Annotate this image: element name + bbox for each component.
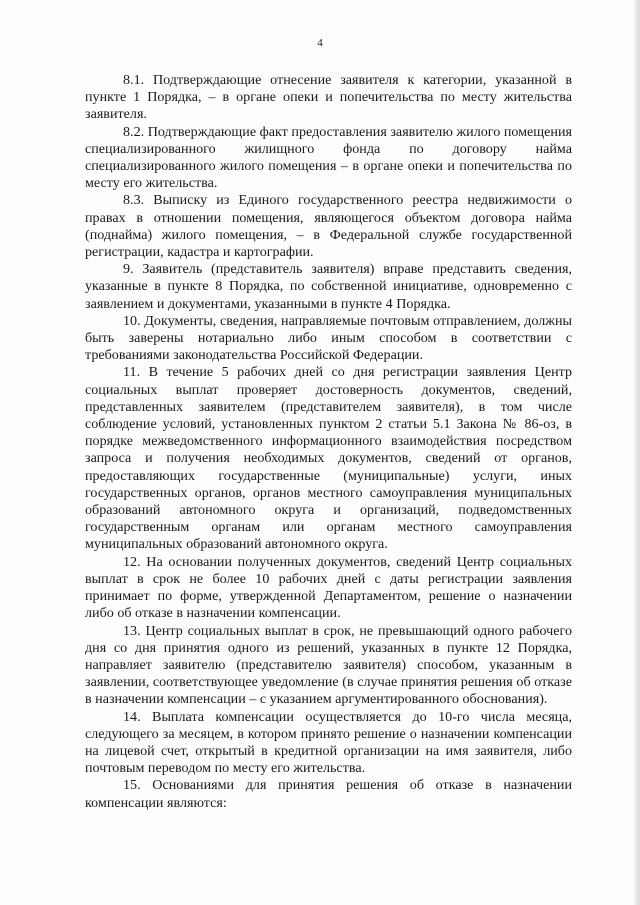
document-body — [85, 72, 572, 812]
paragraph-8-2: 8.2. Подтверждающие факт предоставления заявителю жилого помещения специализированного жилищного фонда по договору найма специализированного жилого помещения – в органе опеки и попечительства по месту его жительства. — [85, 123, 572, 192]
page-edge-shadow — [634, 0, 640, 905]
paragraph-11: 11. В течение 5 рабочих дней со дня регистрации заявления Центр социальных выплат проверяет достоверность документов, сведений, представленных заявителем (представителем заявителя), в том числе соблюдение условий, установленных пунктом 2 статьи 5.1 Закона № 86-оз, в порядке межведомственного информационного взаимодействия посредством запроса и получения необходимых документов, сведений от органов, предоставляющих государственные (муниципальные) услуги, иных государственных органов, органов местного самоуправления муниципальных образований автономного округа и организаций, подведомственных государственным органам или органам местного самоуправления муниципальных образований автономного округа. — [85, 364, 572, 553]
paragraph-10: 10. Документы, сведения, направляемые почтовым отправлением, должны быть заверены нотариально либо иным способом в соответствии с требованиями законодательства Российской Федерации. — [85, 312, 572, 364]
paragraph-15: 15. Основаниями для принятия решения об отказе в назначении компенсации являются: — [85, 777, 572, 811]
paragraph-13: 13. Центр социальных выплат в срок, не превышающий одного рабочего дня со дня принятия одного из решений, указанных в пункте 12 Порядка, направляет заявителю (представителю заявителя) способом, указанным в заявлении, соответствующее уведомление (в случае принятия решения об отказе в назначении компенсации – с указанием аргументированного обоснования). — [85, 622, 572, 708]
paragraph-8-3: 8.3. Выписку из Единого государственного реестра недвижимости о правах в отношении помещения, являющегося объектом договора найма (поднайма) жилого помещения, – в Федеральной службе государственной регистрации, кадастра и картографии. — [85, 192, 572, 261]
paragraph-12: 12. На основании полученных документов, сведений Центр социальных выплат в срок не более 10 рабочих дней с даты регистрации заявления принимает по форме, утвержденной Департаментом, решение о назначении либо об отказе в назначении компенсации. — [85, 553, 572, 622]
paragraph-9: 9. Заявитель (представитель заявителя) вправе представить сведения, указанные в пункте 8 Порядка, по собственной инициативе, одновременно с заявлением и документами, указанными в пункте 4 Порядка. — [85, 261, 572, 312]
page-number: 4 — [317, 37, 323, 49]
paragraph-8-1: 8.1. Подтверждающие отнесение заявителя к категории, указанной в пункте 1 Порядка, – в органе опеки и попечительства по месту жительства заявителя. — [85, 72, 572, 123]
paragraph-14: 14. Выплата компенсации осуществляется до 10-го числа месяца, следующего за месяцем, в котором принято решение о назначении компенсации на лицевой счет, открытый в кредитной организации на имя заявителя, либо почтовым переводом по месту его жительства. — [85, 708, 572, 777]
